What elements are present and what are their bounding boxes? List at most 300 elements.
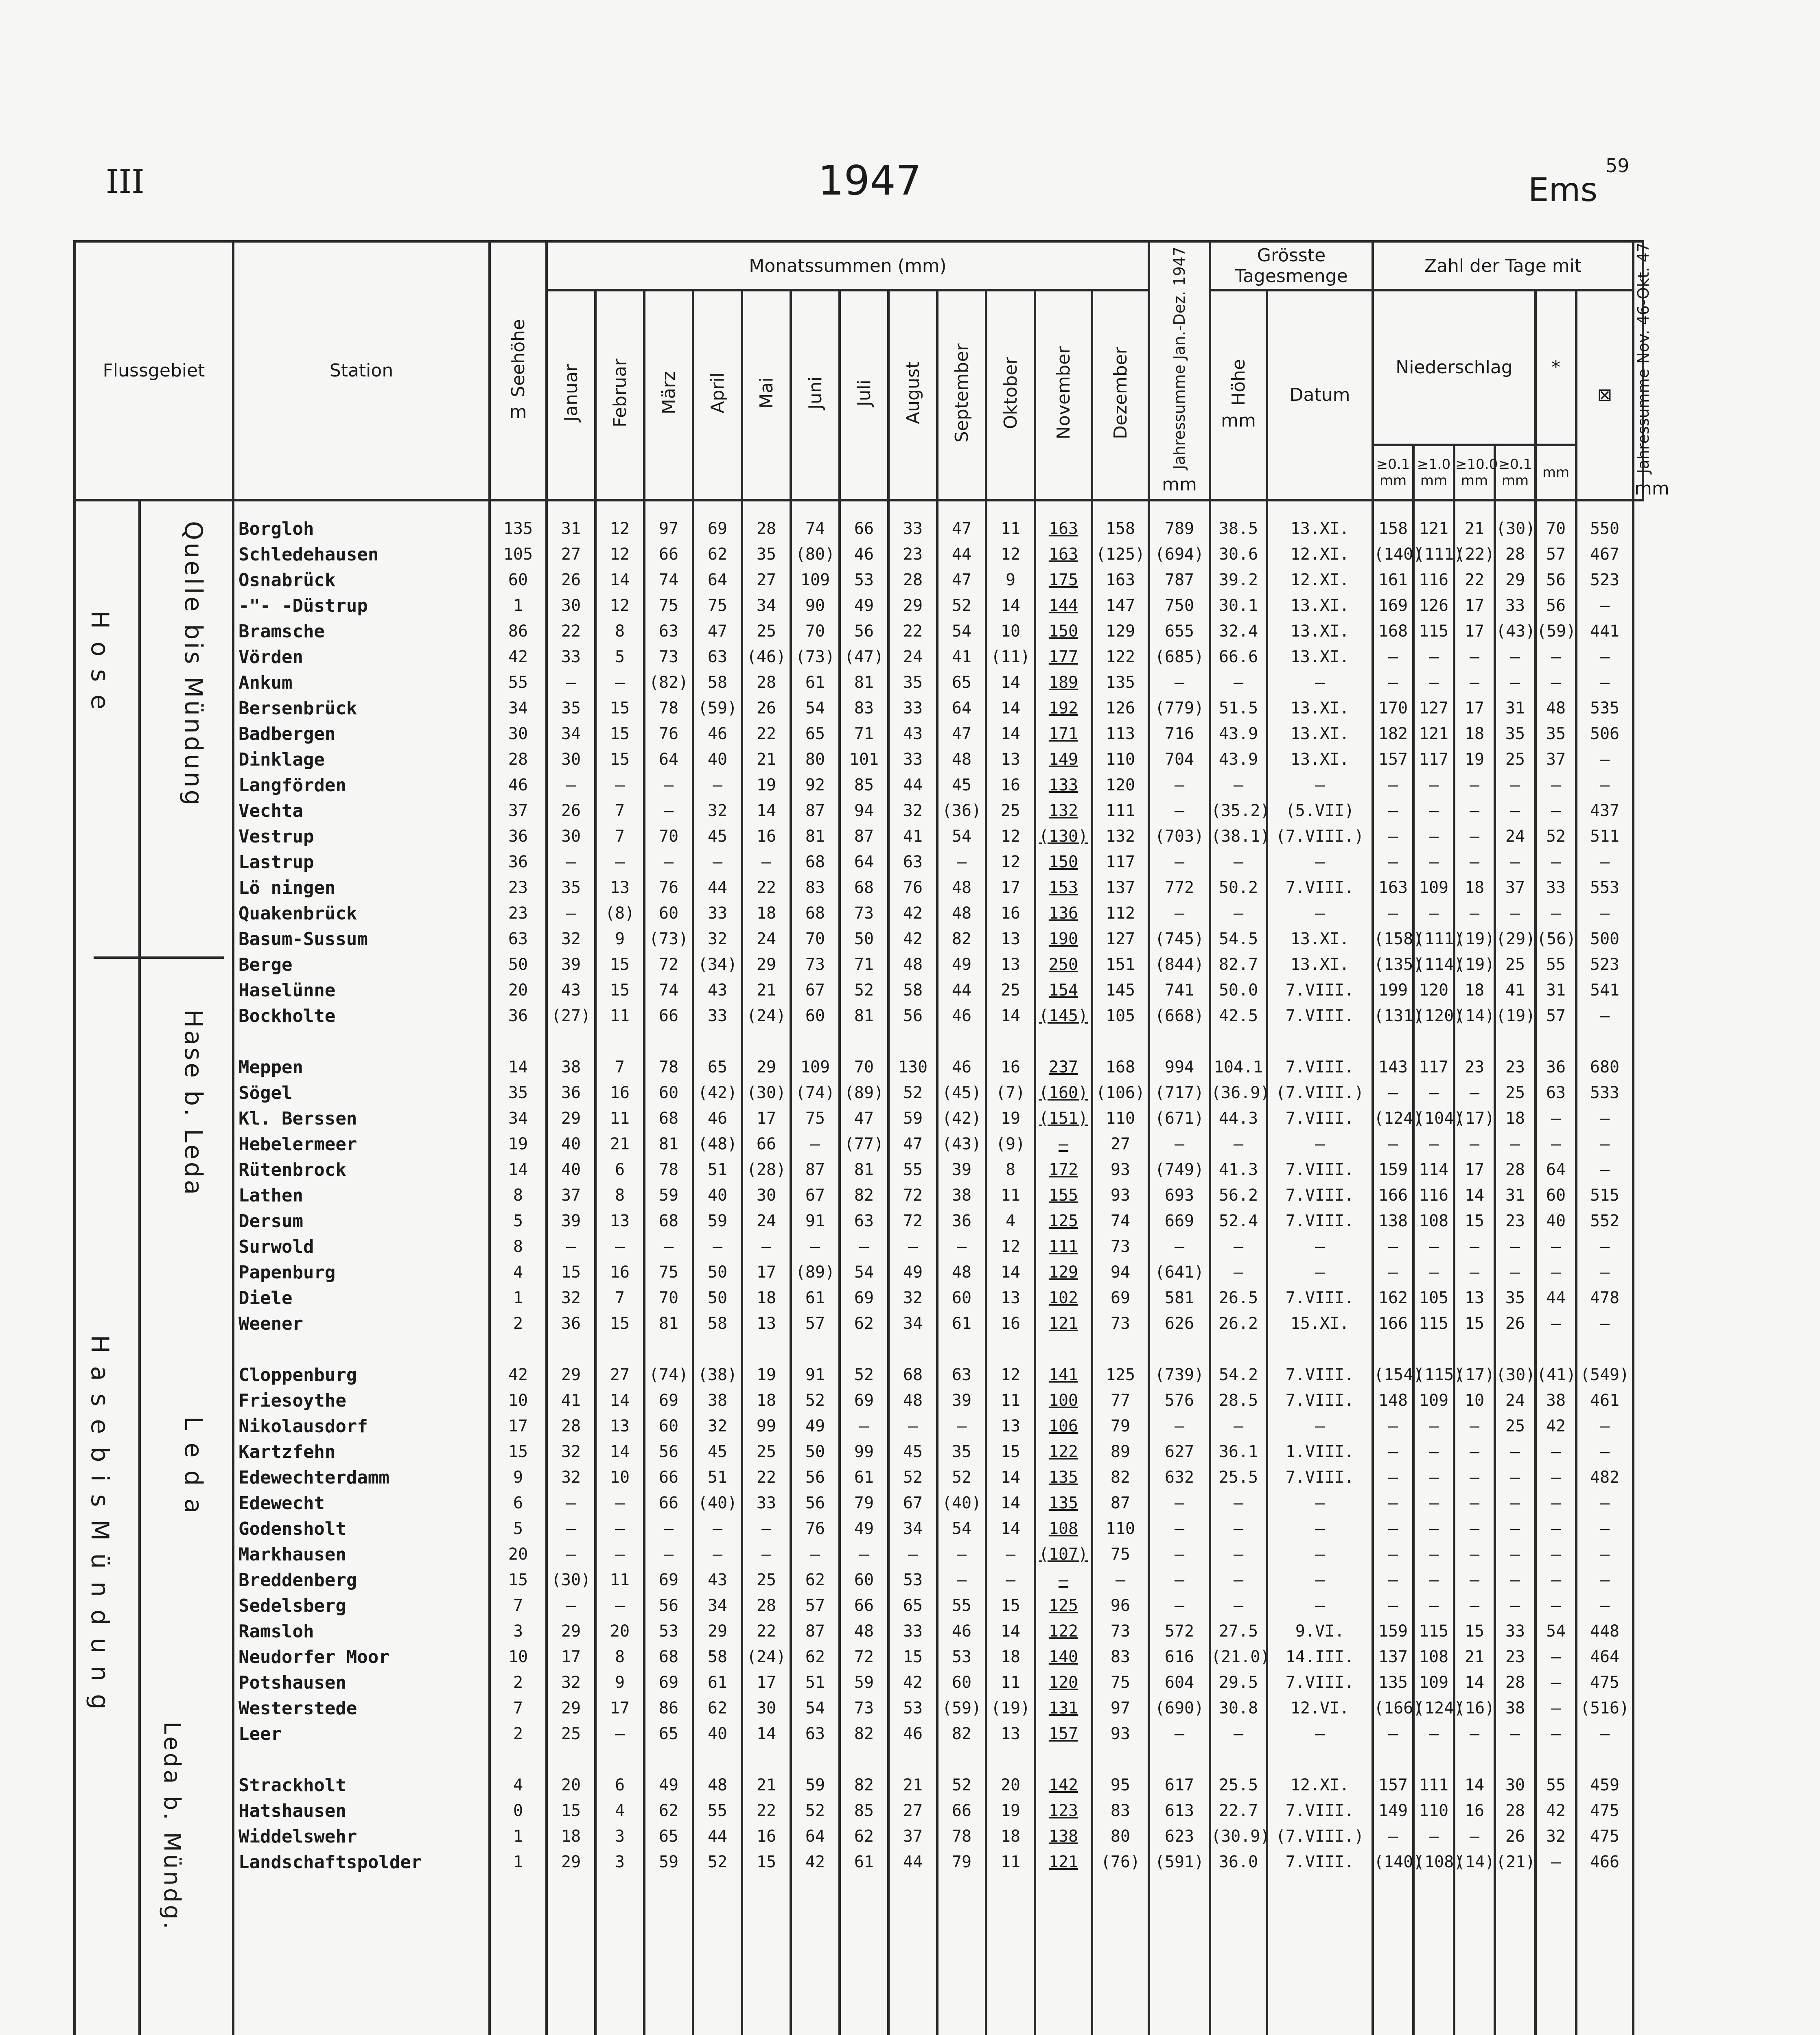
- table-cell: –: [1233, 904, 1244, 923]
- table-cell: 5: [513, 1519, 523, 1538]
- table-cell: 182: [1378, 724, 1408, 743]
- table-cell: (38.1): [1211, 827, 1270, 846]
- table-cell: 17: [756, 1263, 777, 1282]
- table-cell: –: [663, 1545, 674, 1564]
- table-cell: –: [1315, 1134, 1325, 1153]
- header-groesste-tagesmenge: Grösste Tagesmenge: [1210, 241, 1373, 290]
- group-gap: [1455, 1747, 1494, 1772]
- table-cell: 13: [1000, 1416, 1021, 1435]
- table-cell: 75: [707, 596, 728, 615]
- table-cell: 23: [508, 904, 528, 923]
- table-cell: –: [1469, 1468, 1480, 1487]
- table-cell: 66: [658, 1468, 679, 1487]
- table-cell: 16: [610, 1083, 630, 1102]
- table-cell: –: [1174, 904, 1185, 923]
- table-cell: –: [1469, 801, 1480, 820]
- table-cell: –: [1469, 827, 1480, 846]
- table-cell: 55: [903, 1160, 923, 1179]
- table-cell: (73): [795, 647, 835, 666]
- table-cell: –: [1551, 1109, 1561, 1128]
- table-cell: 32: [903, 1288, 923, 1307]
- table-cell: 25.5: [1218, 1775, 1258, 1794]
- table-cell: 30.8: [1218, 1698, 1258, 1718]
- column-april: [693, 500, 742, 2035]
- table-cell: 95: [1110, 1775, 1131, 1794]
- table-cell: 20: [610, 1621, 630, 1641]
- table-cell: 46: [952, 1057, 972, 1077]
- table-cell: 43: [707, 980, 728, 1000]
- table-cell: –: [1233, 1545, 1244, 1564]
- table-cell: 12: [1000, 545, 1021, 564]
- table-cell: (45): [942, 1083, 982, 1102]
- table-cell: 62: [805, 1647, 825, 1666]
- table-cell: –: [1174, 673, 1185, 692]
- table-cell: 60: [1546, 1186, 1566, 1205]
- table-cell: 0: [513, 1801, 523, 1820]
- table-cell: 65: [903, 1596, 923, 1615]
- table-cell: 129: [1105, 621, 1135, 641]
- table-cell: 53: [854, 570, 874, 589]
- table-cell: 56.2: [1218, 1186, 1258, 1205]
- table-cell: 104.1: [1214, 1057, 1263, 1077]
- table-cell: (24): [746, 1006, 786, 1025]
- table-cell: 14: [1464, 1775, 1485, 1794]
- table-cell: 123: [1048, 1801, 1078, 1820]
- table-cell: –: [1428, 673, 1439, 692]
- table-cell: 14: [1464, 1673, 1485, 1692]
- group-gap: [548, 1747, 594, 1772]
- table-cell: 41: [561, 1391, 581, 1410]
- table-cell: 42: [805, 1852, 825, 1871]
- table-cell: –: [1174, 1519, 1185, 1538]
- table-cell: (11): [991, 647, 1030, 666]
- table-cell: 66: [854, 1596, 874, 1615]
- table-cell: 135: [503, 519, 533, 538]
- table-cell: 93: [1110, 1160, 1131, 1179]
- table-cell: 50: [707, 1288, 728, 1307]
- table-cell: (154): [1374, 1365, 1423, 1384]
- table-cell: 16: [1000, 775, 1021, 794]
- table-cell: 13: [1000, 955, 1021, 974]
- table-cell: 35: [1505, 1288, 1525, 1307]
- table-cell: 18: [1000, 1827, 1021, 1846]
- table-cell: 157: [1378, 1775, 1408, 1794]
- table-cell: 168: [1105, 1057, 1135, 1077]
- station-name: Potshausen: [238, 1672, 346, 1693]
- table-cell: 63: [952, 1365, 972, 1384]
- table-cell: 36: [561, 1083, 581, 1102]
- table-cell: –: [956, 1545, 967, 1564]
- table-cell: 48: [903, 1391, 923, 1410]
- table-cell: 70: [658, 1288, 679, 1307]
- table-cell: 45: [707, 1442, 728, 1461]
- table-cell: 29: [561, 1621, 581, 1641]
- table-cell: 70: [1546, 519, 1566, 538]
- table-cell: 29: [756, 1057, 777, 1077]
- table-cell: 25: [561, 1724, 581, 1743]
- table-cell: 48: [952, 1263, 972, 1282]
- table-cell: 149: [1378, 1801, 1408, 1820]
- group-gap: [987, 1747, 1034, 1772]
- table-cell: 53: [903, 1570, 923, 1589]
- table-cell: (46): [746, 647, 786, 666]
- table-cell: 78: [952, 1827, 972, 1846]
- table-cell: 57: [805, 1314, 825, 1333]
- group-gap: [1496, 1029, 1534, 1055]
- table-cell: 101: [849, 750, 879, 769]
- table-cell: 81: [854, 1160, 874, 1179]
- header-station: Station: [233, 241, 490, 500]
- table-cell: (641): [1155, 1263, 1204, 1282]
- table-cell: 51: [707, 1160, 728, 1179]
- table-cell: (7.VIII.): [1275, 827, 1364, 846]
- table-cell: –: [1599, 750, 1610, 769]
- table-cell: –: [1510, 852, 1520, 871]
- table-cell: 68: [658, 1211, 679, 1230]
- table-cell: 29: [561, 1852, 581, 1871]
- table-cell: (43): [942, 1134, 982, 1153]
- table-cell: 482: [1590, 1468, 1620, 1487]
- table-cell: 23: [1505, 1211, 1525, 1230]
- table-cell: 37: [561, 1186, 581, 1205]
- table-cell: 36: [508, 1006, 528, 1025]
- table-cell: 18: [756, 904, 777, 923]
- table-cell: (74): [795, 1083, 835, 1102]
- table-cell: (668): [1155, 1006, 1204, 1025]
- table-cell: 34: [903, 1314, 923, 1333]
- table-cell: 91: [805, 1365, 825, 1384]
- table-cell: 15: [1464, 1211, 1485, 1230]
- table-cell: 125: [1048, 1211, 1078, 1230]
- table-cell: 81: [854, 1006, 874, 1025]
- table-cell: 43.9: [1218, 750, 1258, 769]
- table-cell: 25: [1505, 1416, 1525, 1435]
- table-cell: 59: [903, 1109, 923, 1128]
- table-cell: 46: [707, 724, 728, 743]
- table-cell: 13: [1000, 1288, 1021, 1307]
- header-hoehe: Höhe mm: [1210, 290, 1267, 500]
- table-cell: –: [712, 1237, 723, 1256]
- table-cell: 17: [610, 1698, 630, 1718]
- table-cell: 69: [1110, 1288, 1131, 1307]
- table-cell: 28: [561, 1416, 581, 1435]
- group-gap: [1268, 1747, 1372, 1772]
- table-cell: –: [859, 1416, 869, 1435]
- table-cell: 87: [854, 827, 874, 846]
- table-cell: 28: [1505, 1801, 1525, 1820]
- header-juli: Juli: [840, 290, 888, 500]
- table-cell: 26: [561, 570, 581, 589]
- table-cell: 9: [1005, 570, 1016, 589]
- table-cell: 35: [561, 698, 581, 718]
- table-cell: 135: [1048, 1468, 1078, 1487]
- table-cell: 109: [1419, 1673, 1449, 1692]
- table-cell: 68: [903, 1365, 923, 1384]
- table-cell: –: [1315, 673, 1325, 692]
- table-cell: 13.XI.: [1290, 929, 1350, 948]
- table-cell: 17: [1464, 621, 1485, 641]
- table-cell: 29: [903, 596, 923, 615]
- header-august: August: [888, 290, 937, 500]
- table-cell: 60: [658, 1083, 679, 1102]
- table-cell: 52: [952, 1468, 972, 1487]
- table-cell: (694): [1155, 545, 1204, 564]
- table-cell: 15: [610, 955, 630, 974]
- group-gap: [841, 1029, 887, 1055]
- table-cell: 3: [615, 1852, 625, 1871]
- station-name: Lathen: [238, 1185, 303, 1206]
- table-cell: 15: [1000, 1442, 1021, 1461]
- table-cell: 145: [1105, 980, 1135, 1000]
- table-cell: 61: [854, 1852, 874, 1871]
- table-cell: 11: [610, 1570, 630, 1589]
- column-box-symbol: [1536, 500, 1576, 2035]
- table-cell: 68: [658, 1109, 679, 1128]
- table-cell: –: [1233, 852, 1244, 871]
- table-cell: (29): [1496, 929, 1536, 948]
- table-cell: (40): [942, 1493, 982, 1512]
- station-name: Vestrup: [238, 826, 314, 847]
- table-cell: 511: [1590, 827, 1620, 846]
- station-name: Bersenbrück: [238, 698, 357, 719]
- table-cell: –: [1428, 1519, 1439, 1538]
- table-cell: –: [1233, 1416, 1244, 1435]
- table-cell: 21: [1464, 1647, 1485, 1666]
- table-cell: 115: [1419, 1314, 1449, 1333]
- table-cell: 35: [903, 673, 923, 692]
- table-cell: 22: [756, 1468, 777, 1487]
- table-cell: 70: [805, 621, 825, 641]
- table-cell: 36: [508, 852, 528, 871]
- table-cell: 69: [658, 1391, 679, 1410]
- table-cell: 27: [610, 1365, 630, 1384]
- table-cell: 76: [805, 1519, 825, 1538]
- table-cell: 15: [610, 1314, 630, 1333]
- table-cell: 66: [658, 545, 679, 564]
- table-cell: 144: [1048, 596, 1078, 615]
- table-cell: 32: [903, 801, 923, 820]
- table-cell: 65: [658, 1827, 679, 1846]
- table-cell: 78: [658, 698, 679, 718]
- table-cell: –: [1388, 647, 1398, 666]
- table-cell: –: [663, 1519, 674, 1538]
- table-cell: (8): [605, 904, 635, 923]
- table-cell: 11: [1000, 1391, 1021, 1410]
- table-cell: (703): [1155, 827, 1204, 846]
- table-cell: –: [956, 1570, 967, 1589]
- table-cell: 48: [952, 878, 972, 897]
- table-cell: 7.VIII.: [1285, 1852, 1354, 1871]
- table-cell: 7.VIII.: [1285, 1109, 1354, 1128]
- table-cell: –: [1551, 1596, 1561, 1615]
- table-cell: 8: [513, 1186, 523, 1205]
- table-cell: 32: [1546, 1827, 1566, 1846]
- table-cell: 110: [1105, 1519, 1135, 1538]
- table-cell: –: [1233, 775, 1244, 794]
- table-cell: 632: [1164, 1468, 1194, 1487]
- table-cell: (7.VIII.): [1275, 1827, 1364, 1846]
- column-februar: [595, 500, 644, 2035]
- table-cell: –: [615, 1545, 625, 1564]
- table-cell: 32: [561, 1442, 581, 1461]
- table-cell: –: [1388, 1519, 1398, 1538]
- table-cell: 87: [1110, 1493, 1131, 1512]
- table-cell: 37: [903, 1827, 923, 1846]
- table-cell: 475: [1590, 1801, 1620, 1820]
- table-cell: 66.6: [1218, 647, 1258, 666]
- table-cell: 93: [1110, 1724, 1131, 1743]
- table-cell: 46: [903, 1724, 923, 1743]
- table-cell: 14: [756, 1724, 777, 1743]
- table-cell: 572: [1164, 1621, 1194, 1641]
- table-cell: –: [1233, 1263, 1244, 1282]
- table-cell: 533: [1590, 1083, 1620, 1102]
- table-cell: 23: [1505, 1647, 1525, 1666]
- table-cell: 14: [1000, 1493, 1021, 1512]
- table-cell: (745): [1155, 929, 1204, 948]
- table-cell: 71: [854, 724, 874, 743]
- table-cell: 704: [1164, 750, 1194, 769]
- table-cell: 64: [1546, 1160, 1566, 1179]
- table-cell: –: [1469, 647, 1480, 666]
- table-cell: 10: [610, 1468, 630, 1487]
- group-gap: [1537, 1337, 1575, 1362]
- table-cell: 48: [952, 750, 972, 769]
- table-cell: 29: [561, 1698, 581, 1718]
- table-cell: –: [1599, 1519, 1610, 1538]
- table-cell: 51: [805, 1673, 825, 1692]
- group-gap: [1537, 1747, 1575, 1772]
- table-cell: 17: [561, 1647, 581, 1666]
- table-cell: 25: [1505, 1083, 1525, 1102]
- station-name: Widdelswehr: [238, 1826, 357, 1847]
- table-cell: 19: [508, 1134, 528, 1153]
- table-cell: 87: [805, 801, 825, 820]
- table-cell: 163: [1105, 570, 1135, 589]
- table-cell: 33: [1505, 1621, 1525, 1641]
- table-cell: 63: [805, 1724, 825, 1743]
- table-cell: (717): [1155, 1083, 1204, 1102]
- table-cell: 25.5: [1218, 1468, 1258, 1487]
- table-cell: 138: [1378, 1211, 1408, 1230]
- table-cell: 39: [561, 955, 581, 974]
- table-cell: 26.5: [1218, 1288, 1258, 1307]
- table-cell: (17): [1455, 1365, 1495, 1384]
- column-jahressumme-2: [1576, 500, 1633, 2035]
- group-gap: [694, 1337, 741, 1362]
- table-cell: –: [1599, 1442, 1610, 1461]
- table-cell: 20: [561, 1775, 581, 1794]
- table-cell: –: [1428, 1237, 1439, 1256]
- station-name: Rütenbrock: [238, 1159, 346, 1180]
- header-oktober: Oktober: [986, 290, 1035, 500]
- station-name: Hatshausen: [238, 1800, 346, 1821]
- table-cell: –: [1510, 775, 1520, 794]
- table-cell: 13: [610, 1211, 630, 1230]
- table-cell: 30: [561, 750, 581, 769]
- table-cell: –: [1388, 775, 1398, 794]
- table-cell: 18: [756, 1288, 777, 1307]
- table-cell: –: [1469, 1493, 1480, 1512]
- table-cell: 38: [561, 1057, 581, 1077]
- table-cell: 53: [903, 1698, 923, 1718]
- group-gap: [1577, 1029, 1632, 1055]
- table-cell: 111: [1105, 801, 1135, 820]
- table-cell: –: [1510, 1596, 1520, 1615]
- table-cell: 108: [1419, 1211, 1449, 1230]
- table-cell: 17: [1000, 878, 1021, 897]
- table-cell: 75: [805, 1109, 825, 1128]
- table-cell: –: [1469, 673, 1480, 692]
- group-gap: [548, 1029, 594, 1055]
- group-gap: [841, 1337, 887, 1362]
- table-cell: 51: [707, 1468, 728, 1487]
- table-cell: 46: [707, 1109, 728, 1128]
- table-cell: 110: [1419, 1801, 1449, 1820]
- table-cell: (80): [795, 545, 835, 564]
- table-cell: 34: [561, 724, 581, 743]
- table-cell: 68: [805, 904, 825, 923]
- table-cell: 13.XI.: [1290, 698, 1350, 718]
- table-cell: 117: [1105, 852, 1135, 871]
- table-cell: 461: [1590, 1391, 1620, 1410]
- station-name: Sedelsberg: [238, 1595, 346, 1616]
- table-cell: 7.VIII.: [1285, 1288, 1354, 1307]
- station-name: Dersum: [238, 1210, 303, 1232]
- table-cell: 11: [610, 1109, 630, 1128]
- table-cell: 7: [615, 827, 625, 846]
- table-cell: 20: [508, 980, 528, 1000]
- table-cell: (115): [1415, 1365, 1464, 1384]
- table-cell: 60: [854, 1570, 874, 1589]
- table-cell: 110: [1105, 1109, 1135, 1128]
- table-cell: –: [1551, 1724, 1561, 1743]
- table-cell: 2: [513, 1673, 523, 1692]
- table-cell: (48): [698, 1134, 737, 1153]
- table-cell: 67: [903, 1493, 923, 1512]
- table-cell: 9: [615, 1673, 625, 1692]
- table-cell: 82: [854, 1186, 874, 1205]
- table-cell: 7: [513, 1596, 523, 1615]
- region-separator: [94, 956, 224, 959]
- table-cell: 63: [854, 1211, 874, 1230]
- table-cell: –: [1005, 1570, 1016, 1589]
- table-cell: 73: [1110, 1314, 1131, 1333]
- table-cell: 46: [952, 1006, 972, 1025]
- table-cell: –: [1469, 852, 1480, 871]
- header-juni: Juni: [791, 290, 840, 500]
- sheet-region: Ems: [1528, 171, 1598, 209]
- table-cell: (104): [1415, 1109, 1464, 1128]
- table-cell: 64: [658, 750, 679, 769]
- table-cell: 55: [952, 1596, 972, 1615]
- table-cell: –: [1599, 647, 1610, 666]
- table-cell: 44: [903, 1852, 923, 1871]
- table-cell: 43.9: [1218, 724, 1258, 743]
- table-cell: –: [566, 1519, 576, 1538]
- table-cell: 111: [1419, 1775, 1449, 1794]
- table-cell: 33: [756, 1493, 777, 1512]
- precipitation-table: [73, 240, 1669, 2035]
- station-name: Langförden: [238, 775, 346, 796]
- table-cell: 65: [952, 673, 972, 692]
- table-cell: 106: [1048, 1416, 1078, 1435]
- table-cell: (73): [649, 929, 689, 948]
- table-cell: –: [1428, 1827, 1439, 1846]
- table-cell: 16: [1464, 1801, 1485, 1820]
- table-cell: 34: [707, 1596, 728, 1615]
- table-cell: –: [1599, 1263, 1610, 1282]
